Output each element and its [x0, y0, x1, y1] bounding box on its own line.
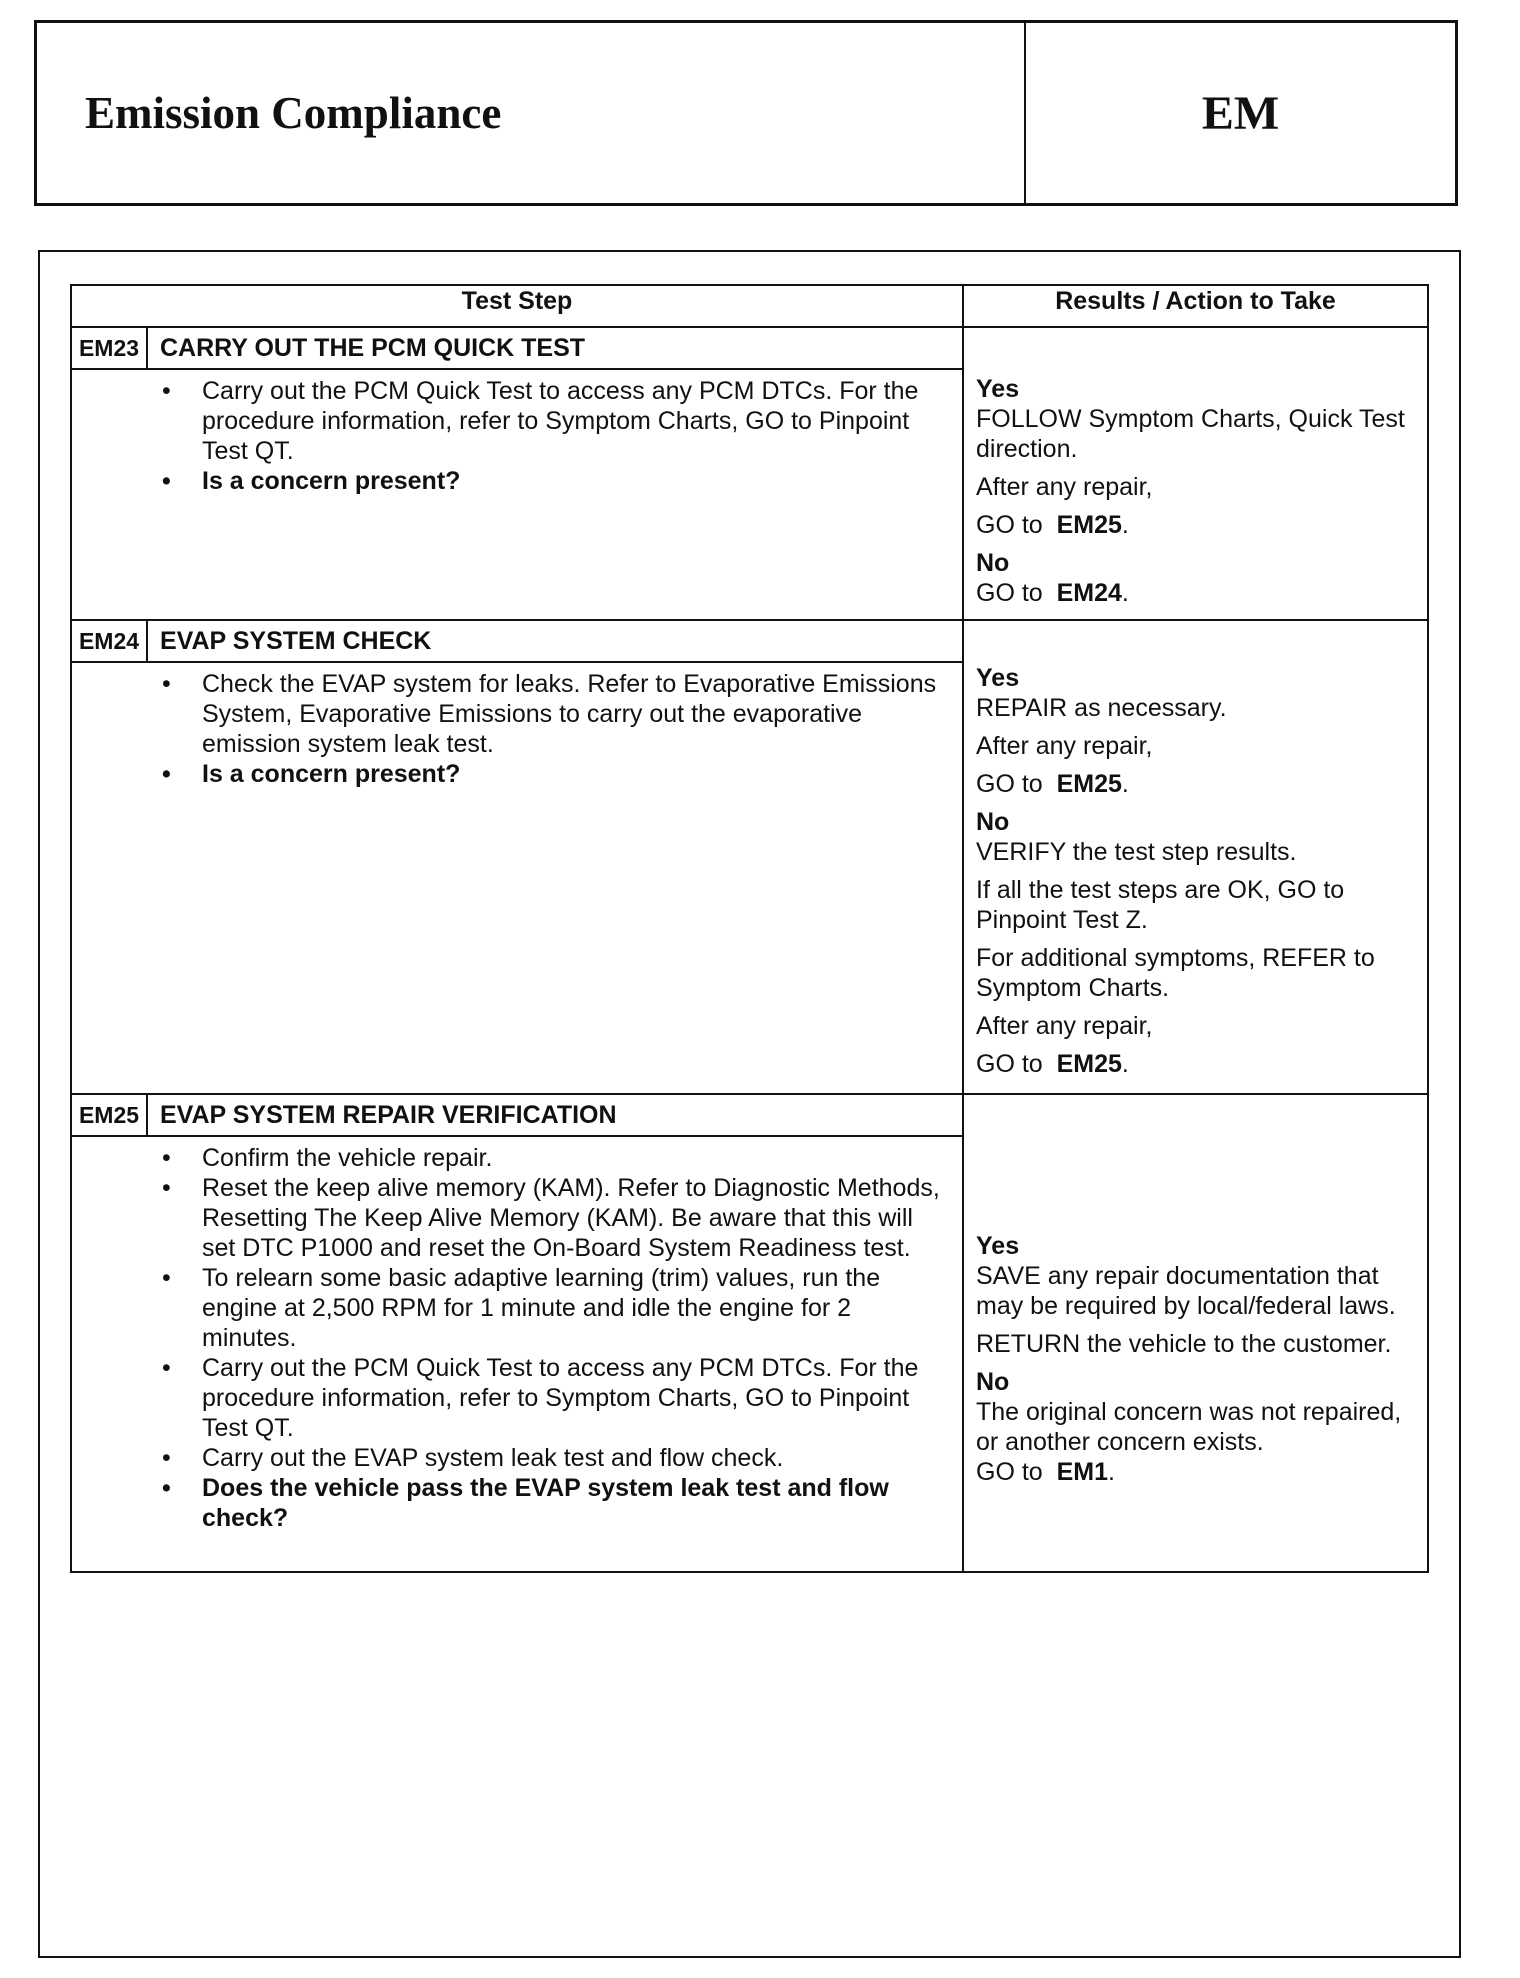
test-step-table [70, 284, 1429, 1573]
goto-line: GO to EM24. [976, 579, 1129, 607]
result-text: If all the test steps are OK, GO to Pinpoint Test Z. [976, 876, 1345, 934]
results-cell [963, 1094, 1428, 1572]
goto-text: GO to [976, 579, 1043, 607]
step-instructions [72, 370, 962, 504]
step-header [72, 328, 962, 370]
result-text: REPAIR as necessary. [976, 694, 1227, 722]
goto-step-link: EM1 [1056, 1458, 1108, 1486]
results-block [964, 1095, 1427, 1491]
yes-label: Yes [976, 1232, 1020, 1260]
page-title: Emission Compliance [37, 23, 1026, 203]
result-text: After any repair, [976, 732, 1153, 760]
goto-line: GO to EM25. [976, 1050, 1129, 1078]
no-label: No [976, 549, 1010, 577]
results-cell [963, 620, 1428, 1094]
yes-label: Yes [976, 664, 1020, 692]
step-header [72, 1095, 962, 1137]
step-question: • Is a concern present? [202, 759, 942, 789]
step-id: EM23 [72, 328, 148, 368]
table-row [71, 327, 1428, 620]
result-text: RETURN the vehicle to the customer. [976, 1330, 1392, 1358]
result-text: After any repair, [976, 1012, 1153, 1040]
step-cell [71, 620, 963, 1094]
goto-step-link: EM25 [1056, 770, 1122, 798]
step-instructions [72, 663, 962, 797]
step-question: • Does the vehicle pass the EVAP system leak test and flow check? [202, 1473, 942, 1533]
goto-step-link: EM25 [1056, 1050, 1122, 1078]
results-cell [963, 327, 1428, 620]
step-id: EM25 [72, 1095, 148, 1135]
step-title: EVAP SYSTEM REPAIR VERIFICATION [160, 1101, 617, 1129]
no-label: No [976, 808, 1010, 836]
goto-text: GO to [976, 1458, 1043, 1486]
results-block [964, 621, 1427, 1083]
table-row [71, 620, 1428, 1094]
list-item: • Reset the keep alive memory (KAM). Refer to Diagnostic Methods, Resetting The Keep Alive Memory (KAM). Be aware that this will set DTC P1000 and reset the On-Board System Readiness test. [202, 1173, 942, 1263]
list-item: • Carry out the PCM Quick Test to access any PCM DTCs. For the procedure information, refer to Symptom Charts, GO to Pinpoint Test QT. [202, 1353, 942, 1443]
goto-text: GO to [976, 511, 1043, 539]
no-label: No [976, 1368, 1010, 1396]
column-header-test-step: Test Step [71, 285, 963, 327]
list-item: • Check the EVAP system for leaks. Refer to Evaporative Emissions System, Evaporative Emissions to carry out the evaporative emission system leak test. [202, 669, 942, 759]
results-block [964, 328, 1427, 612]
result-text: VERIFY the test step results. [976, 838, 1297, 866]
step-title: CARRY OUT THE PCM QUICK TEST [160, 334, 586, 362]
result-text: FOLLOW Symptom Charts, Quick Test direction. [976, 405, 1405, 463]
goto-line: GO to EM1. [976, 1458, 1115, 1486]
page-header [34, 20, 1458, 206]
step-question: • Is a concern present? [202, 466, 942, 496]
goto-line: GO to EM25. [976, 770, 1129, 798]
list-item: • Carry out the EVAP system leak test and flow check. [202, 1443, 942, 1473]
goto-line: GO to EM25. [976, 511, 1129, 539]
result-text: SAVE any repair documentation that may be required by local/federal laws. [976, 1262, 1396, 1320]
step-id: EM24 [72, 621, 148, 661]
result-text: The original concern was not repaired, or another concern exists. [976, 1398, 1402, 1456]
goto-text: GO to [976, 770, 1043, 798]
list-item: • To relearn some basic adaptive learning (trim) values, run the engine at 2,500 RPM for 1 minute and idle the engine for 2 minutes. [202, 1263, 942, 1353]
step-instructions [72, 1137, 962, 1541]
result-text: For additional symptoms, REFER to Symptom Charts. [976, 944, 1375, 1002]
goto-text: GO to [976, 1050, 1043, 1078]
goto-step-link: EM24 [1056, 579, 1122, 607]
section-code: EM [1201, 86, 1280, 140]
step-header [72, 621, 962, 663]
list-item: • Confirm the vehicle repair. [202, 1143, 942, 1173]
table-header-row [71, 285, 1428, 327]
result-text: After any repair, [976, 473, 1153, 501]
list-item: • Carry out the PCM Quick Test to access any PCM DTCs. For the procedure information, refer to Symptom Charts, GO to Pinpoint Test QT. [202, 376, 942, 466]
step-title: EVAP SYSTEM CHECK [160, 627, 432, 655]
column-header-results: Results / Action to Take [963, 285, 1428, 327]
step-cell [71, 327, 963, 620]
yes-label: Yes [976, 375, 1020, 403]
table-row [71, 1094, 1428, 1572]
goto-step-link: EM25 [1056, 511, 1122, 539]
step-cell [71, 1094, 963, 1572]
